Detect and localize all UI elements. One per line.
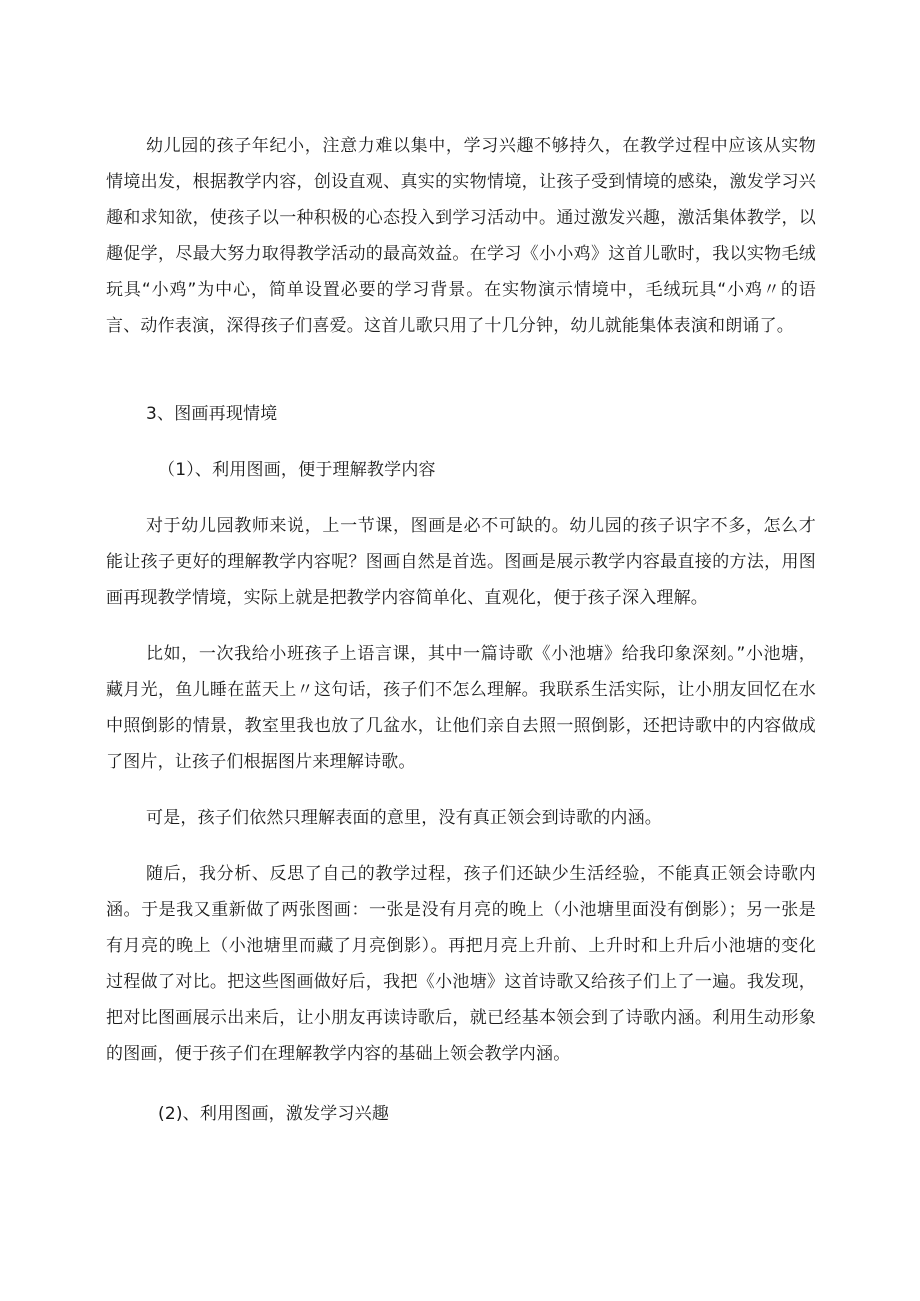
paragraph-intro: 幼儿园的孩子年纪小，注意力难以集中，学习兴趣不够持久，在教学过程中应该从实物情境出发，根据教学内容，创设直观、真实的实物情境，让孩子受到情境的感染，激发学习兴趣和求知欲，使孩子以一种积极的心态投入到学习活动中。通过激发兴趣，激活集体教学，以趣促学，尽最大努力取得教学活动的最高效益。在学习《小小鸡》这首儿歌时，我以实物毛绒玩具“小鸡”为中心，简单设置必要的学习背景。在实物演示情境中，毛绒玩具“小鸡〃的语言、动作表演，深得孩子们喜爱。这首儿歌只用了十几分钟，幼儿就能集体表演和朗诵了。 xyxy=(106,136,816,336)
paragraph-reflection: 随后，我分析、反思了自己的教学过程，孩子们还缺少生活经验，不能真正领会诗歌内涵。于是我又重新做了两张图画：一张是没有月亮的晚上（小池塘里面没有倒影）；另一张是有月亮的晚上（小池塘里而藏了月亮倒影）。再把月亮上升前、上升时和上升后小池塘的变化过程做了对比。把这些图画做好后，我把《小池塘》这首诗歌又给孩子们上了一遍。我发现，把对比图画展示出来后，让小朋友再读诗歌后，就已经基本领会到了诗歌内涵。利用生动形象的图画，便于孩子们在理解教学内容的基础上领会教学内涵。 xyxy=(106,864,816,1064)
paragraph-surface-understanding: 可是，孩子们依然只理解表面的意里，没有真正领会到诗歌的内涵。 xyxy=(146,808,662,828)
paragraph-example-pond: 比如，一次我给小班孩子上语言课，其中一篇诗歌《小池塘》给我印象深刻。”小池塘，藏月光，鱼儿睡在蓝天上〃这句话，孩子们不怎么理解。我联系生活实际，让小朋友回忆在水中照倒影的情景，教室里我也放了几盆水，让他们亲自去照一照倒影，还把诗歌中的内容做成了图片，让孩子们根据图片来理解诗歌。 xyxy=(106,644,816,772)
subsection-heading-2: (2)、利用图画，激发学习兴趣 xyxy=(158,1104,390,1124)
subsection-heading-1: （1）、利用图画，便于理解教学内容 xyxy=(158,460,436,480)
section-heading-3: 3、图画再现情境 xyxy=(146,404,278,424)
paragraph-teacher-pictures: 对于幼儿园教师来说，上一节课，图画是必不可缺的。幼儿园的孩子识字不多，怎么才能让孩子更好的理解教学内容呢？图画自然是首选。图画是展示教学内容最直接的方法，用图画再现教学情境，实际上就是把教学内容简单化、直观化，便于孩子深入理解。 xyxy=(106,516,816,608)
